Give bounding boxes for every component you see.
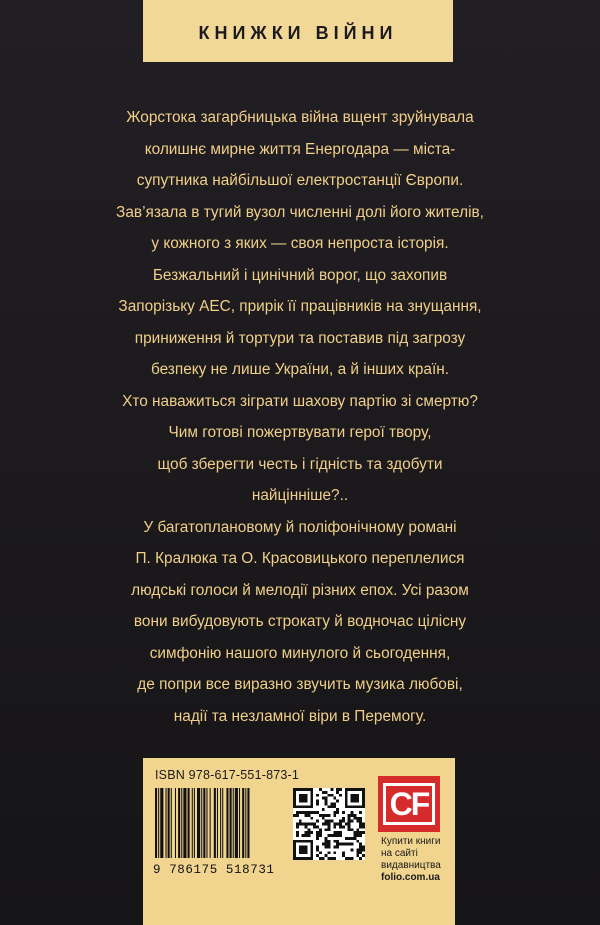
buy-line: на сайті xyxy=(381,848,418,859)
blurb-text xyxy=(100,102,500,732)
barcode-digits: 9 786175 518731 xyxy=(153,863,275,877)
qr-code-icon[interactable] xyxy=(293,788,365,860)
isbn-text: ISBN 978-617-551-873-1 xyxy=(155,768,300,782)
blurb-line: безпеку не лише України, а й інших країн. xyxy=(150,361,450,378)
blurb-line: Жорстока загарбницька війна вщент зруйнувала xyxy=(126,109,474,126)
buy-books-note xyxy=(381,836,453,884)
publisher-logo-icon xyxy=(378,776,440,832)
blurb-line: вони вибудовують строкату й водночас цілісну xyxy=(133,613,467,630)
blurb-line: Зав’язала в тугий вузол численні долі його жителів, xyxy=(116,203,484,221)
blurb-line: людські голоси й мелодії різних епох. Усі разом xyxy=(131,581,469,599)
blurb-line: У багатоплановому й поліфонічному романі xyxy=(143,518,457,536)
blurb-line: де попри все виразно звучить музика любові, xyxy=(137,676,463,693)
buy-line: Купити книги xyxy=(381,836,441,847)
blurb-line: приниження й тортури та поставив під загрозу xyxy=(134,329,466,347)
blurb-line: надії та незламної віри в Перемогу. xyxy=(173,707,427,725)
barcode-panel xyxy=(143,758,455,925)
blurb-line: симфонію нашого минулого й сьогодення, xyxy=(149,644,451,662)
blurb-line: Безжальний і цинічний ворог, що захопив xyxy=(152,266,448,284)
blurb-line: Хто наважиться зіграти шахову партію зі смертю? xyxy=(122,392,478,410)
buy-line: видавництва xyxy=(381,860,441,871)
barcode-icon xyxy=(153,788,288,858)
blurb-line: найцінніше?.. xyxy=(251,487,349,504)
series-banner xyxy=(143,0,453,62)
blurb-line: Запорізьку АЕС, прирік її працівників на знущання, xyxy=(118,298,482,315)
blurb-line: супутника найбільшої електростанції Європи. xyxy=(136,172,464,189)
blurb-line: колишнє мирне життя Енергодара — міста- xyxy=(144,140,456,158)
series-title: КНИЖКИ ВІЙНИ xyxy=(198,22,398,43)
blurb-line: щоб зберегти честь і гідність та здобути xyxy=(157,455,443,473)
blurb-line: у кожного з яких — своя непроста історія. xyxy=(151,235,449,252)
blurb-line: Чим готові пожертвувати герої твору, xyxy=(168,424,432,441)
blurb-line: П. Кралюка та О. Красовицького переплелися xyxy=(135,550,465,567)
publisher-website-link[interactable]: folio.com.ua xyxy=(381,872,440,883)
logo-text: CF xyxy=(383,783,436,825)
